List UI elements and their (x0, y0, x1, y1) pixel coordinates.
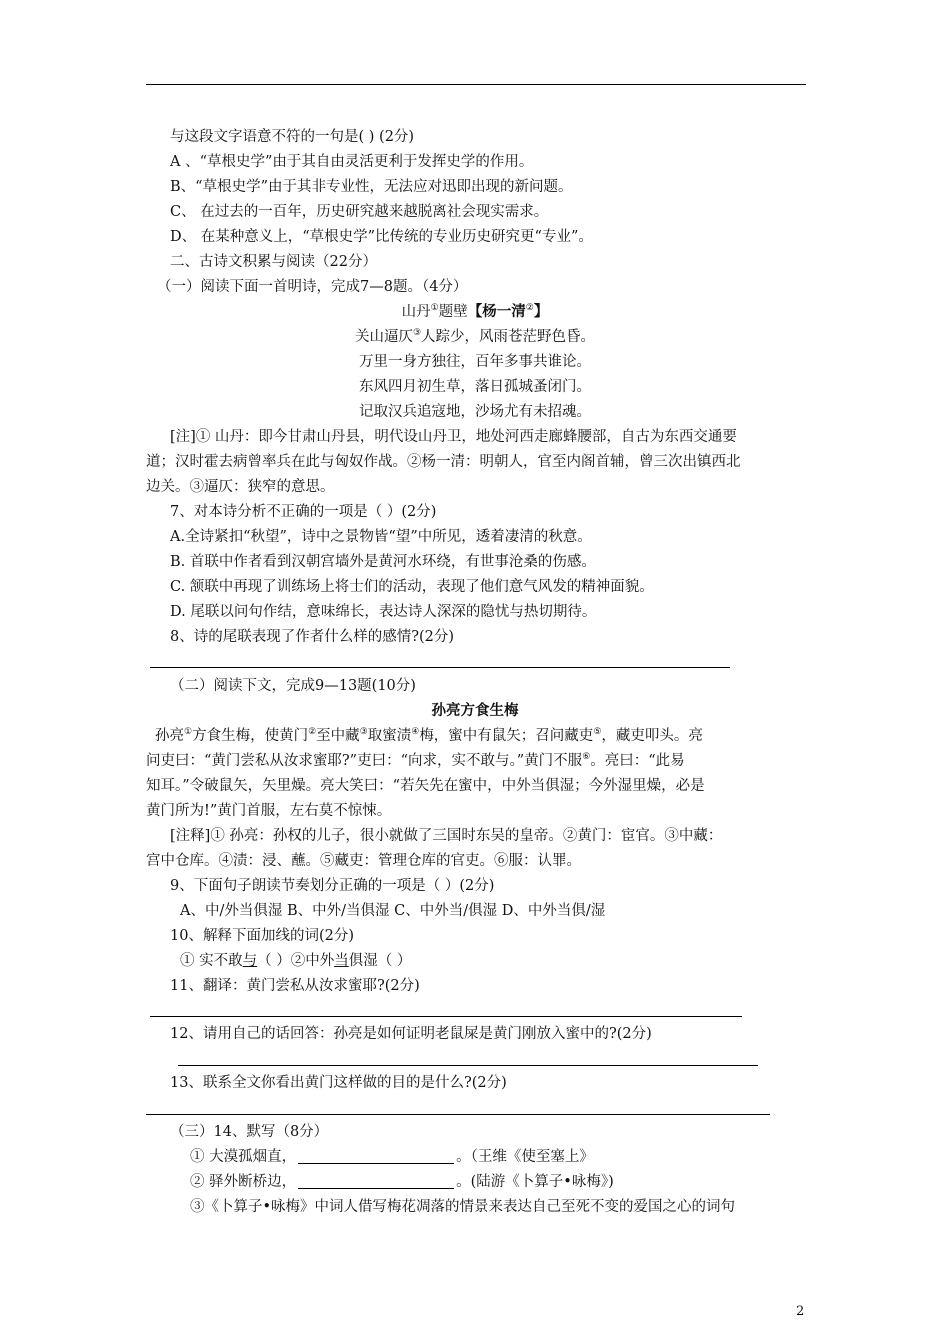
passage-note-2: 宫中仓库。④渍：浸、蘸。⑤藏吏：管理仓库的官吏。⑥服：认罪。 (146, 853, 581, 869)
footnote-marker: ⑥ (582, 752, 591, 762)
q14-item-1 (190, 1147, 594, 1167)
q8-answer-line[interactable] (150, 667, 730, 668)
poem-note-1: [注]① 山丹：即今甘肃山丹县，明代设山丹卫，地处河西走廊蜂腰部，自古为东西交通要 (170, 429, 737, 445)
q9-options: A、中/外当俱湿 B、中外/当俱湿 C、中外当/俱湿 D、中外当俱/湿 (180, 903, 606, 919)
q6-stem: 与这段文字语意不符的一句是( ) (2分) (170, 129, 415, 145)
q14-text: 。（王维《使至塞上》 (456, 1149, 594, 1165)
footnote-marker: ③ (412, 328, 422, 338)
passage-title: 孙亮方食生梅 (431, 702, 519, 719)
poem-title-text-b: 题壁 (438, 304, 468, 320)
q14-text: ② 驿外断桥边， (190, 1174, 297, 1190)
q12-answer-line[interactable] (178, 1065, 758, 1066)
q11-answer-line[interactable] (150, 1016, 742, 1017)
poem-author-b: 】 (533, 303, 549, 320)
poem-line-4: 记取汉兵追寇地，沙场尤有未招魂。 (359, 404, 591, 420)
q13-stem: 13、联系全文你看出黄门这样做的目的是什么?(2分) (170, 1075, 507, 1091)
footnote-marker: ② (308, 727, 317, 737)
part1-intro: （一）阅读下面一首明诗，完成7—8题。（4分） (157, 279, 468, 295)
q6-option-d: D、 在某种意义上，“草根史学”比传统的专业历史研究更“专业”。 (170, 229, 593, 245)
footnote-marker: ④ (411, 727, 420, 737)
q10-text: ① 实不敢 (180, 953, 243, 969)
passage-text: 梅，蜜中有鼠矢；召问藏吏 (419, 728, 594, 744)
q14-item-3: ③《卜算子•咏梅》中词人借写梅花凋落的情景来表达自己至死不变的爱国之心的词句 (190, 1199, 736, 1215)
q9-stem: 9、下面句子朗读节奏划分正确的一项是（ ）(2分) (170, 878, 495, 894)
q7-option-c: C. 颔联中再现了训练场上将士们的活动，表现了他们意气风发的精神面貌。 (170, 579, 654, 595)
poem-line-1-a: 关山逼仄 (354, 329, 413, 345)
passage-text: 孙亮 (155, 728, 184, 744)
footnote-marker: ① (430, 303, 439, 313)
q10-text: 俱湿（ ） (348, 953, 412, 969)
q14-blank-1[interactable] (298, 1148, 454, 1164)
footnote-marker: ② (525, 303, 534, 313)
poem-line-3: 东风四月初生草，落日孤城蚤闭门。 (359, 379, 591, 395)
passage-line-4: 黄门所为!”黄门首服，左右莫不惊悚。 (146, 803, 392, 819)
passage-line-3: 知耳。”令破鼠矢，矢里燥。亮大笑曰：“若矢先在蜜中，中外当俱湿；今外湿里燥，必是 (146, 778, 705, 794)
poem-note-2: 道；汉时霍去病曾率兵在此与匈奴作战。②杨一清：明朝人，官至内阁首辅，曾三次出镇西北 (146, 454, 741, 470)
q14-item-2 (190, 1172, 614, 1192)
q10-underlined-word-2: 当 (334, 953, 349, 969)
header-rule (146, 84, 806, 85)
passage-note-1: [注释]① 孙亮：孙权的儿子，很小就做了三国时东吴的皇帝。②黄门：宦官。③中藏： (170, 828, 723, 844)
footnote-marker: ③ (359, 727, 368, 737)
passage-text: 方食生梅，使黄门 (192, 728, 309, 744)
q10-stem: 10、解释下面加线的词(2分) (170, 928, 354, 944)
footnote-marker: ① (184, 727, 193, 737)
q10-items (180, 951, 411, 971)
q6-option-b: B、“草根史学”由于其非专业性，无法应对迅即出现的新问题。 (170, 179, 573, 195)
part2-intro: （二）阅读下文，完成9—13题(10分) (170, 678, 416, 694)
q10-underlined-word-1: 与 (242, 953, 258, 969)
q14-text: 。(陆游《卜算子•咏梅》) (456, 1174, 614, 1190)
poem-title (0, 302, 950, 322)
passage-text: 问吏曰：“黄门尝私从汝求蜜耶?”吏曰：“向求，实不敢与。”黄门不服 (146, 753, 583, 769)
q7-option-a: A.全诗紧扣“秋望”，诗中之景物皆“望”中所见，透着凄清的秋意。 (170, 529, 592, 545)
poem-note-3: 边关。③逼仄：狭窄的意思。 (146, 479, 335, 495)
q14-text: ① 大漠孤烟直， (190, 1149, 297, 1165)
poem-line-1-b: 人踪少，风雨苍茫野色昏。 (421, 329, 596, 345)
poem-line-1 (0, 327, 950, 347)
q7-stem: 7、对本诗分析不正确的一项是（ ）(2分) (170, 504, 437, 520)
page-number: 2 (796, 1304, 805, 1319)
q6-option-c: C、 在过去的一百年，历史研究越来越脱离社会现实需求。 (170, 204, 549, 220)
section-2-heading: 二、古诗文积累与阅读（22分） (170, 254, 377, 270)
passage-line-2 (146, 751, 685, 771)
passage-text: 至中藏 (316, 728, 360, 744)
q6-option-a: A 、“草根史学”由于其自由灵活更利于发挥史学的作用。 (170, 154, 534, 170)
passage-line-1 (155, 726, 703, 746)
footnote-marker: ⑤ (593, 727, 602, 737)
poem-title-text-a: 山丹 (401, 304, 431, 320)
passage-text: 取蜜渍 (367, 728, 412, 744)
q7-option-d: D. 尾联以问句作结，意味绵长，表达诗人深深的隐忧与热切期待。 (170, 604, 597, 620)
passage-text: 。亮曰：“此易 (590, 753, 685, 769)
q10-text: （ ）②中外 (257, 953, 335, 969)
q12-stem: 12、请用自己的话回答：孙亮是如何证明老鼠屎是黄门刚放入蜜中的?(2分) (170, 1026, 652, 1042)
poem-line-2: 万里一身方独往，百年多事共谁论。 (359, 354, 591, 370)
q11-stem: 11、翻译：黄门尝私从汝求蜜耶?(2分) (170, 978, 420, 994)
q8-stem: 8、诗的尾联表现了作者什么样的感情?(2分) (170, 629, 455, 645)
q14-stem: （三）14、默写（8分） (170, 1124, 329, 1140)
passage-text: ，藏吏叩头。亮 (601, 728, 703, 744)
poem-author-a: 【杨一清 (467, 303, 526, 320)
q14-blank-2[interactable] (298, 1173, 454, 1189)
q7-option-b: B. 首联中作者看到汉朝宫墙外是黄河水环绕，有世事沧桑的伤感。 (170, 554, 596, 570)
q13-answer-line[interactable] (146, 1114, 770, 1115)
